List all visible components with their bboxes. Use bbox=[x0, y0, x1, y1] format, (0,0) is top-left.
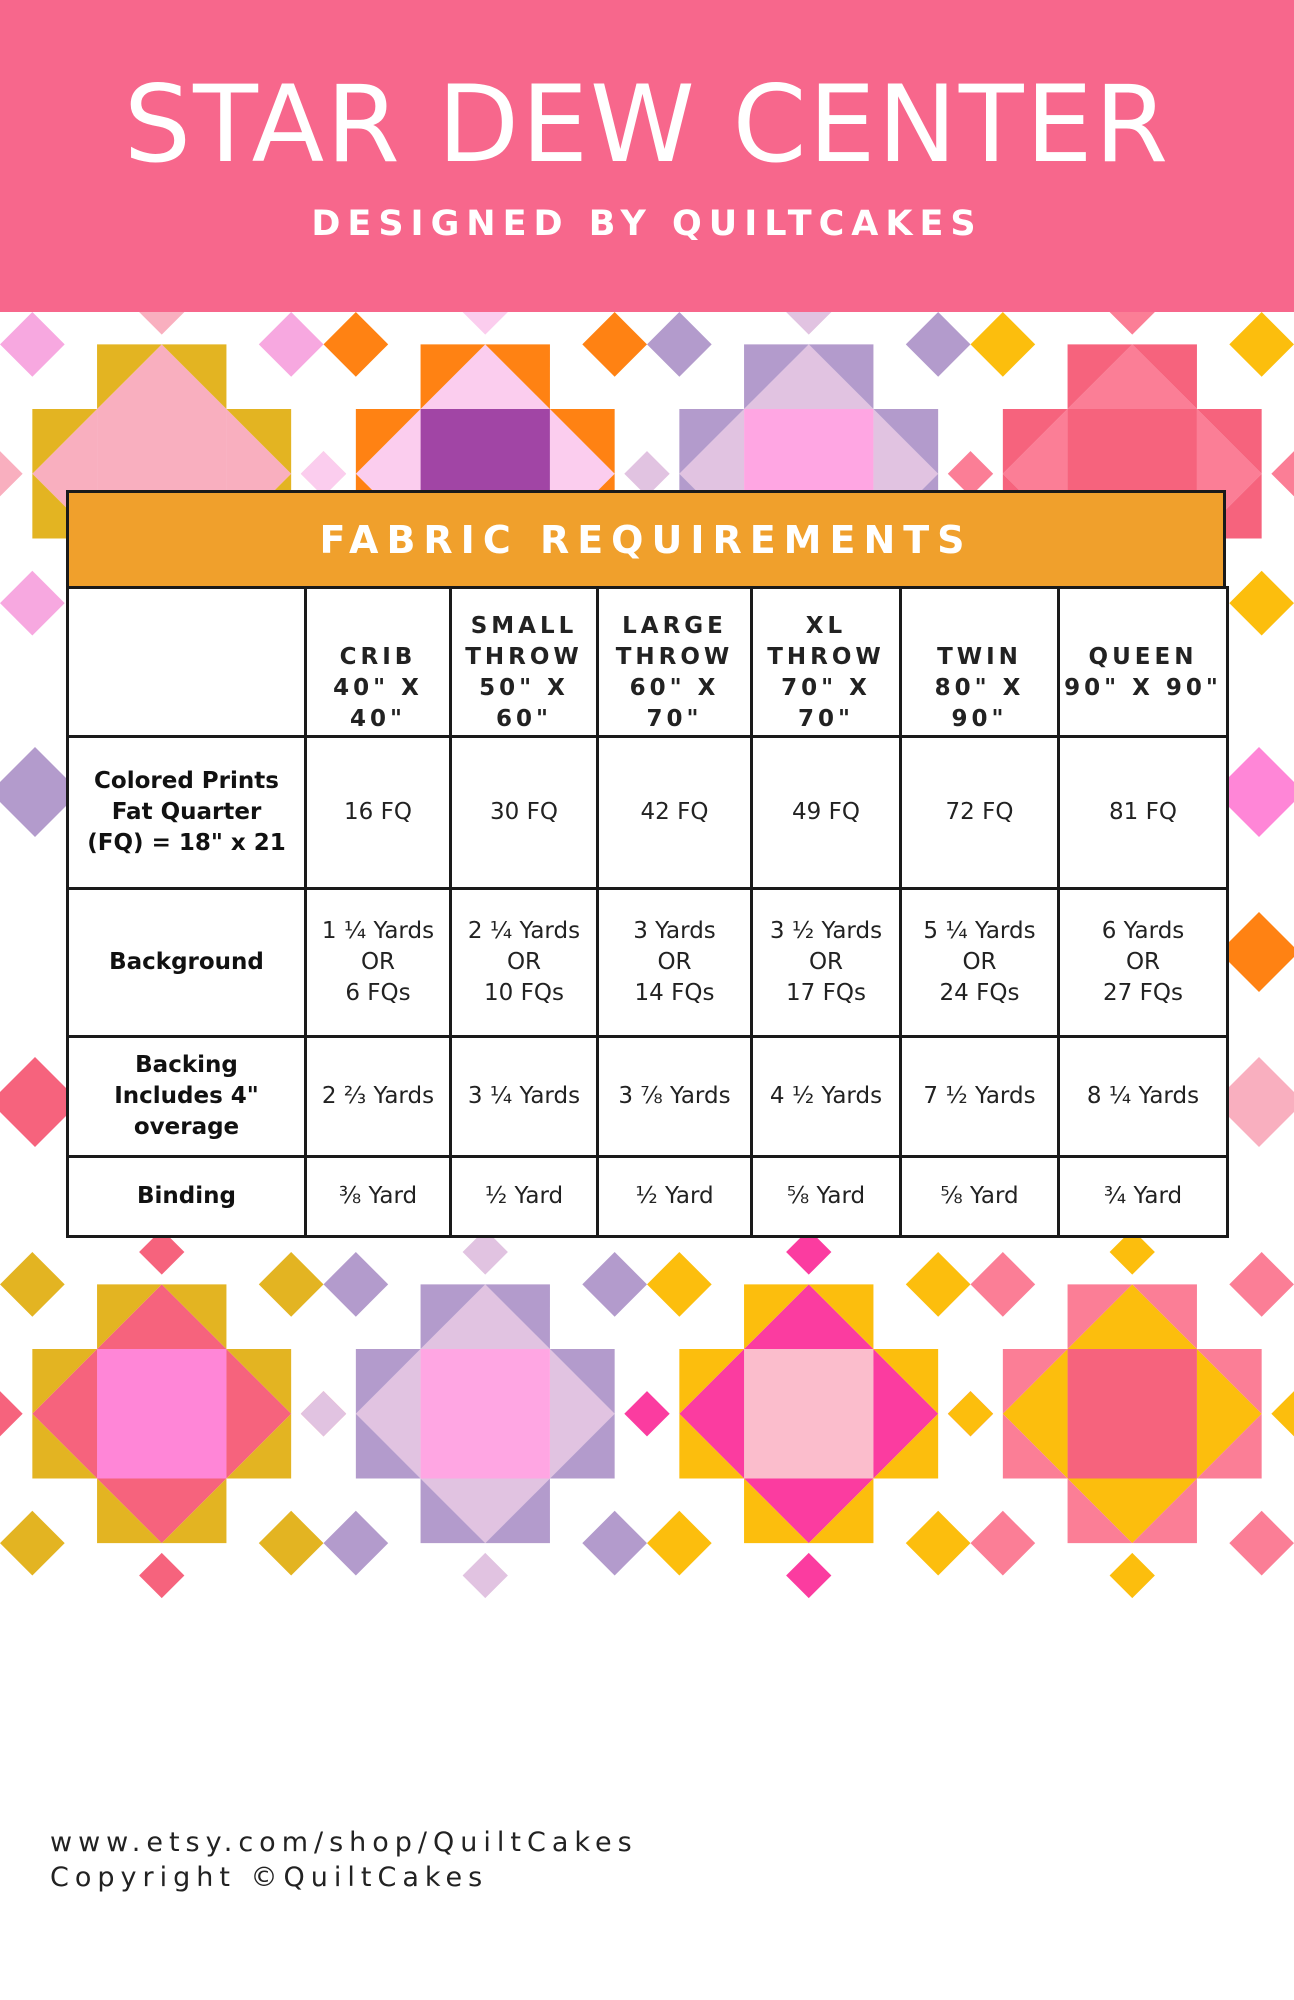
quilt-patch bbox=[906, 312, 971, 377]
requirement-cell bbox=[901, 1157, 1059, 1237]
size-name: LARGE bbox=[622, 613, 727, 639]
requirement-value: ½ Yard bbox=[635, 1183, 714, 1209]
quilt-patch bbox=[1110, 1553, 1155, 1598]
quilt-patch bbox=[463, 1553, 508, 1598]
size-name: XL bbox=[805, 613, 847, 639]
size-column-header bbox=[598, 588, 752, 737]
requirement-cell bbox=[1059, 889, 1228, 1037]
requirement-value: OR bbox=[808, 949, 844, 975]
requirement-value: 4 ½ Yards bbox=[769, 1083, 883, 1109]
quilt-patch bbox=[0, 1252, 65, 1317]
quilt-patch bbox=[0, 1511, 65, 1576]
quilt-patch bbox=[948, 1391, 993, 1436]
quilt-patch bbox=[259, 1511, 324, 1576]
requirement-cell bbox=[598, 1037, 752, 1157]
size-column-header bbox=[306, 588, 451, 737]
copyright-text: Copyright ©QuiltCakes bbox=[50, 1862, 489, 1893]
requirement-cell bbox=[1059, 1037, 1228, 1157]
quilt-patch bbox=[647, 312, 712, 377]
size-dimensions: 80" X 90" bbox=[934, 675, 1025, 732]
quilt-patch bbox=[259, 312, 324, 377]
corner-cell bbox=[68, 588, 306, 737]
size-name: THROW bbox=[465, 644, 583, 670]
table-title: FABRIC REQUIREMENTS bbox=[319, 517, 973, 562]
requirement-value: 24 FQs bbox=[939, 980, 1020, 1006]
requirement-cell bbox=[1059, 1157, 1228, 1237]
requirements-grid bbox=[66, 586, 1229, 1238]
quilt-patch bbox=[421, 1349, 550, 1478]
requirement-cell bbox=[901, 1037, 1059, 1157]
requirement-value: 3 ¼ Yards bbox=[467, 1083, 581, 1109]
requirement-cell bbox=[598, 1157, 752, 1237]
table-title-bar bbox=[66, 490, 1226, 586]
row-label bbox=[68, 1157, 306, 1237]
size-name: THROW bbox=[615, 644, 734, 670]
requirement-cell bbox=[752, 889, 901, 1037]
quilt-patch bbox=[463, 312, 508, 335]
requirement-cell bbox=[306, 1157, 451, 1237]
quilt-patch bbox=[324, 1511, 389, 1576]
colored-prints-row bbox=[68, 737, 1228, 889]
requirement-cell bbox=[752, 737, 901, 889]
size-dimensions: 90" X 90" bbox=[1064, 675, 1222, 701]
requirement-cell bbox=[901, 737, 1059, 889]
header-spacer bbox=[307, 611, 449, 642]
requirement-value: 3 Yards bbox=[633, 918, 716, 944]
quilt-patch bbox=[906, 1511, 971, 1576]
quilt-patch bbox=[1229, 312, 1294, 377]
size-header-row bbox=[68, 588, 1228, 737]
requirement-cell bbox=[451, 1037, 598, 1157]
requirement-value: ½ Yard bbox=[484, 1183, 564, 1209]
quilt-patch bbox=[301, 1391, 346, 1436]
requirement-value: 3 ½ Yards bbox=[769, 918, 883, 944]
requirement-cell bbox=[752, 1037, 901, 1157]
fabric-requirements-table bbox=[66, 490, 1226, 1238]
quilt-patch bbox=[906, 1252, 971, 1317]
requirement-value: 42 FQ bbox=[640, 799, 709, 825]
requirement-value: 72 FQ bbox=[945, 799, 1014, 825]
quilt-patch bbox=[1110, 312, 1155, 335]
requirement-value: ⅝ Yard bbox=[786, 1183, 866, 1209]
requirement-value: OR bbox=[506, 949, 542, 975]
quilt-patch bbox=[0, 312, 65, 377]
requirement-cell bbox=[1059, 737, 1228, 889]
requirement-value: 7 ½ Yards bbox=[923, 1083, 1036, 1109]
row-label-line: Includes 4" overage bbox=[114, 1083, 259, 1140]
row-label-line: (FQ) = 18" x 21 bbox=[87, 830, 286, 856]
requirement-cell bbox=[901, 889, 1059, 1037]
requirement-value: ¾ Yard bbox=[1103, 1183, 1183, 1209]
requirement-cell bbox=[598, 737, 752, 889]
size-name: THROW bbox=[767, 644, 885, 670]
size-dimensions: 50" X 60" bbox=[479, 675, 569, 732]
requirement-value: 6 Yards bbox=[1101, 918, 1185, 944]
quilt-patch bbox=[1229, 1511, 1294, 1576]
requirement-value: ⅜ Yard bbox=[338, 1183, 418, 1209]
requirement-cell bbox=[306, 889, 451, 1037]
requirement-value: OR bbox=[360, 949, 396, 975]
requirement-value: 8 ¼ Yards bbox=[1086, 1083, 1200, 1109]
requirement-value: 2 ⅔ Yards bbox=[321, 1083, 435, 1109]
quilt-patch bbox=[744, 1349, 873, 1478]
size-dimensions: 60" X 70" bbox=[629, 675, 720, 732]
quilt-patch bbox=[786, 312, 831, 335]
row-label bbox=[68, 737, 306, 889]
requirement-value: 81 FQ bbox=[1109, 799, 1177, 825]
binding-row bbox=[68, 1157, 1228, 1237]
size-name: TWIN bbox=[937, 644, 1022, 670]
requirement-value: 49 FQ bbox=[792, 799, 860, 825]
pattern-title: STAR DEW CENTER bbox=[123, 63, 1171, 186]
row-label-line: Colored Prints bbox=[94, 768, 279, 794]
requirement-cell bbox=[451, 1157, 598, 1237]
designer-credit: DESIGNED BY QUILTCAKES bbox=[311, 204, 983, 244]
quilt-patch bbox=[1271, 1391, 1294, 1436]
quilt-patch bbox=[324, 1252, 389, 1317]
requirement-value: 16 FQ bbox=[344, 799, 412, 825]
requirement-value: 1 ¼ Yards bbox=[321, 918, 435, 944]
row-label bbox=[68, 889, 306, 1037]
requirement-value: OR bbox=[962, 949, 997, 975]
quilt-patch bbox=[624, 1391, 669, 1436]
header-spacer bbox=[902, 611, 1057, 642]
quilt-patch bbox=[786, 1553, 831, 1598]
requirement-value: OR bbox=[657, 949, 692, 975]
size-dimensions: 40" X 40" bbox=[333, 675, 423, 732]
title-banner bbox=[0, 0, 1294, 312]
requirement-cell bbox=[451, 889, 598, 1037]
size-name: SMALL bbox=[470, 613, 578, 639]
quilt-patch bbox=[582, 1511, 647, 1576]
quilt-patch bbox=[971, 1511, 1036, 1576]
requirement-value: 27 FQs bbox=[1103, 980, 1183, 1006]
size-column-header bbox=[752, 588, 901, 737]
size-name: CRIB bbox=[339, 644, 417, 670]
requirement-value: 3 ⅞ Yards bbox=[618, 1083, 731, 1109]
quilt-patch bbox=[1271, 451, 1294, 496]
quilt-patch bbox=[1229, 1252, 1294, 1317]
requirement-value: 14 FQs bbox=[634, 980, 715, 1006]
row-label-line: Binding bbox=[137, 1183, 236, 1209]
header-spacer bbox=[1060, 611, 1226, 642]
requirement-value: 30 FQ bbox=[490, 799, 558, 825]
requirement-cell bbox=[752, 1157, 901, 1237]
background-row bbox=[68, 889, 1228, 1037]
row-label-line: Background bbox=[109, 949, 264, 975]
size-name: QUEEN bbox=[1088, 644, 1198, 670]
quilt-patch bbox=[582, 312, 647, 377]
quilt-patch bbox=[647, 1252, 712, 1317]
quilt-patch bbox=[97, 1349, 226, 1478]
requirement-cell bbox=[306, 1037, 451, 1157]
requirement-value: 17 FQs bbox=[786, 980, 866, 1006]
size-dimensions: 70" X 70" bbox=[781, 675, 871, 732]
quilt-patch bbox=[139, 312, 184, 335]
quilt-patch bbox=[0, 571, 65, 636]
requirement-cell bbox=[451, 737, 598, 889]
size-column-header bbox=[451, 588, 598, 737]
requirement-value: ⅝ Yard bbox=[940, 1183, 1019, 1209]
size-column-header bbox=[1059, 588, 1228, 737]
backing-row bbox=[68, 1037, 1228, 1157]
quilt-patch bbox=[971, 1252, 1036, 1317]
requirement-value: 5 ¼ Yards bbox=[923, 918, 1036, 944]
quilt-patch bbox=[259, 1252, 324, 1317]
shop-url: www.etsy.com/shop/QuiltCakes bbox=[50, 1827, 638, 1858]
quilt-patch bbox=[582, 1252, 647, 1317]
requirement-cell bbox=[306, 737, 451, 889]
size-column-header bbox=[901, 588, 1059, 737]
quilt-patch bbox=[1229, 571, 1294, 636]
quilt-patch bbox=[139, 1553, 184, 1598]
requirement-cell bbox=[598, 889, 752, 1037]
requirement-value: OR bbox=[1125, 949, 1161, 975]
row-label-line: Backing bbox=[135, 1052, 238, 1078]
requirement-value: 10 FQs bbox=[484, 980, 564, 1006]
quilt-patch bbox=[0, 1391, 23, 1436]
requirement-value: 6 FQs bbox=[345, 980, 411, 1006]
row-label-line: Fat Quarter bbox=[111, 799, 262, 825]
row-label bbox=[68, 1037, 306, 1157]
quilt-patch bbox=[1068, 1349, 1197, 1478]
quilt-patch bbox=[0, 451, 23, 496]
quilt-patch bbox=[971, 312, 1036, 377]
requirement-value: 2 ¼ Yards bbox=[467, 918, 581, 944]
quilt-patch bbox=[324, 312, 389, 377]
quilt-patch bbox=[647, 1511, 712, 1576]
quilt-patch bbox=[1219, 912, 1294, 992]
